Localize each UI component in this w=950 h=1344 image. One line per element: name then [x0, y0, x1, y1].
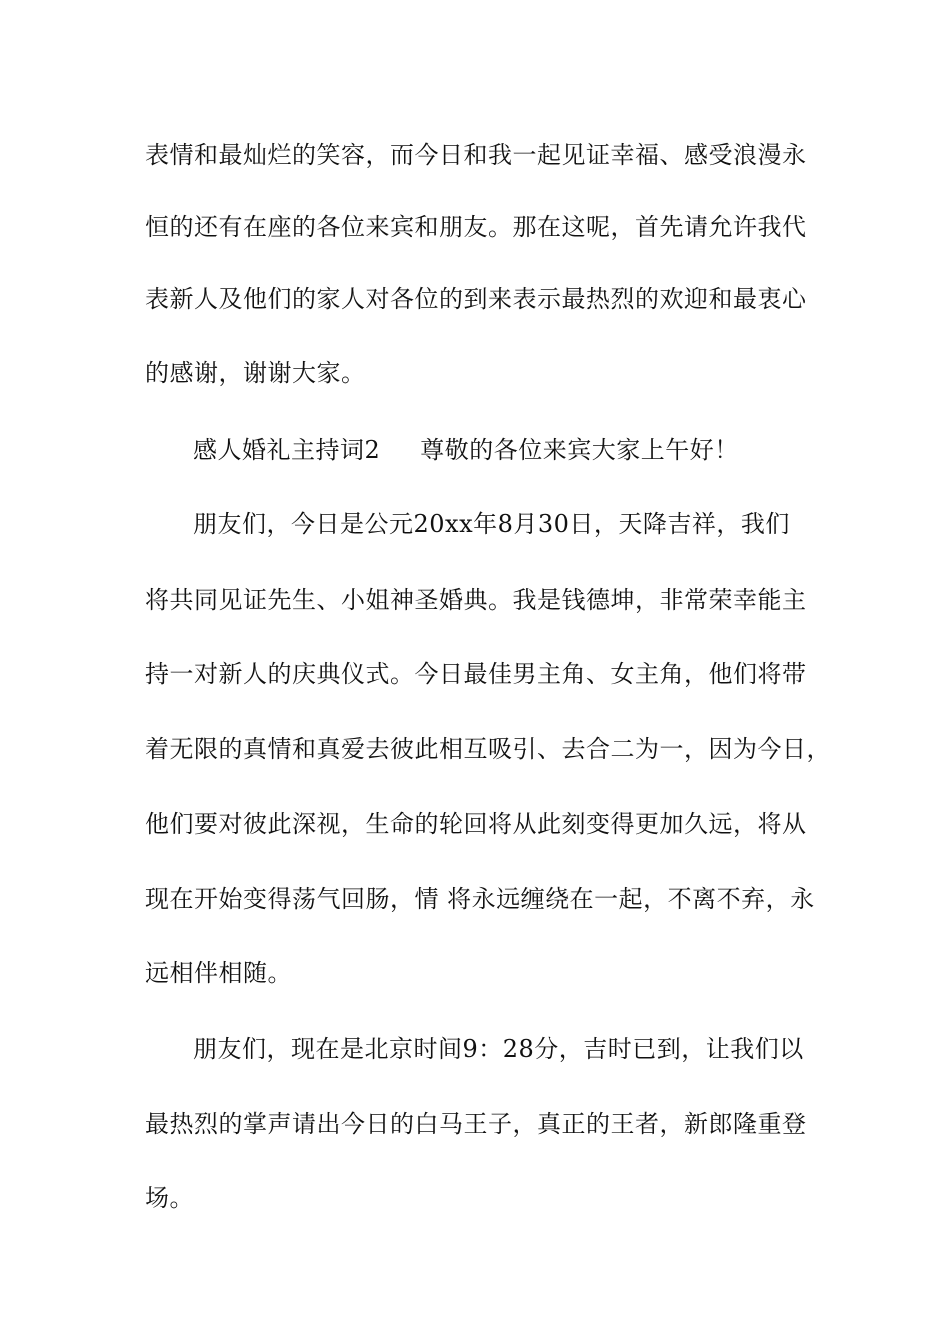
- section-heading-line: [193, 435, 833, 465]
- text-line: 表情和最灿烂的笑容，而今日和我一起见证幸福、感受浪漫永: [145, 141, 807, 169]
- text-line: 现在开始变得荡气回肠，情 将永远缠绕在一起，不离不弃，永: [145, 885, 815, 913]
- greeting: 尊敬的各位来宾大家上午好！: [420, 436, 739, 464]
- text-line: 他们要对彼此深视，生命的轮回将从此刻变得更加久远，将从: [145, 810, 807, 838]
- text-line: 着无限的真情和真爱去彼此相互吸引、去合二为一，因为今日，: [145, 735, 831, 763]
- section-heading: 感人婚礼主持词2: [193, 436, 381, 464]
- text-line: 朋友们，今日是公元20xx年8月30日，天降吉祥，我们: [193, 510, 790, 538]
- text-line: 将共同见证先生、小姐神圣婚典。我是钱德坤，非常荣幸能主: [145, 586, 807, 614]
- text-line: 朋友们，现在是北京时间9：28分，吉时已到，让我们以: [193, 1035, 804, 1063]
- text-line: 表新人及他们的家人对各位的到来表示最热烈的欢迎和最衷心: [145, 285, 807, 313]
- text-line: 持一对新人的庆典仪式。今日最佳男主角、女主角，他们将带: [145, 660, 807, 688]
- text-line: 场。: [145, 1184, 194, 1212]
- text-line: 恒的还有在座的各位来宾和朋友。那在这呢，首先请允许我代: [145, 213, 807, 241]
- text-line: 远相伴相随。: [145, 959, 292, 987]
- text-line: 的感谢，谢谢大家。: [145, 359, 366, 387]
- text-line: 最热烈的掌声请出今日的白马王子，真正的王者，新郎隆重登: [145, 1110, 807, 1138]
